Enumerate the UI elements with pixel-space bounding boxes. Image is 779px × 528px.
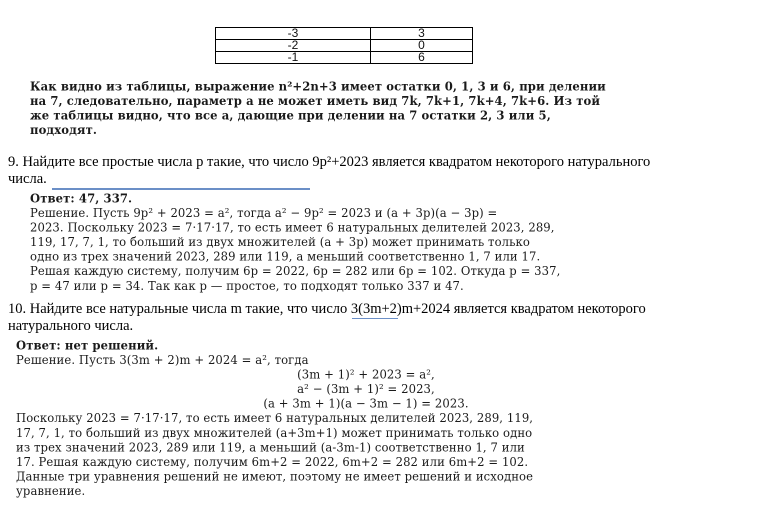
table-cell-a: -3 xyxy=(216,28,371,40)
table-row xyxy=(216,40,473,52)
table-cell-remainder: 0 xyxy=(370,40,472,52)
text-line: из трех значений 2023, 289 или 119, а меньший (a-3m-1) соответственно 1, 7 или xyxy=(16,439,525,455)
text-line: Как видно из таблицы, выражение n²+2n+3 имеет остатки 0, 1, 3 и 6, при делении xyxy=(30,79,606,94)
answer-line: Ответ: нет решений. xyxy=(16,338,159,353)
text-line: Решая каждую систему, получим 6p = 2022, 6p = 282 или 6p = 102. Откуда p = 337, xyxy=(30,263,561,279)
text-line: Решение. Пусть 3(3m + 2)m + 2024 = a², тогда xyxy=(16,352,309,368)
text-line: одно из трех значений 2023, 289 или 119, а меньший соответственно 1, 7 или 17. xyxy=(30,249,541,264)
text-line: 2023. Поскольку 2023 = 7·17·17, то есть имеет 6 натуральных делителей 2023, 289, xyxy=(30,220,555,235)
text-line: 10. Найдите все натуральные числа m такие, что число 3(3m+2)m+2024 является квадратом некоторого xyxy=(8,301,646,317)
highlight-underline xyxy=(52,188,310,190)
text-line: натурального числа. xyxy=(8,318,134,334)
table-conclusion-paragraph xyxy=(30,79,730,137)
equation-line: (a + 3m + 1)(a − 3m − 1) = 2023. xyxy=(263,396,469,411)
table-cell-a: -2 xyxy=(216,40,371,52)
text-line: на 7, следовательно, параметр a не может иметь вид 7k, 7k+1, 7k+4, 7k+6. Из той xyxy=(30,93,601,109)
text-line: Решение. Пусть 9p² + 2023 = a², тогда a² − 9p² = 2023 и (a + 3p)(a − 3p) = xyxy=(30,205,498,221)
text-line: 17. Решая каждую систему, получим 6m+2 = 2022, 6m+2 = 282 или 6m+2 = 102. xyxy=(16,454,529,470)
task-9-solution xyxy=(30,191,750,293)
table-row xyxy=(216,52,473,64)
text-line: подходят. xyxy=(30,122,98,138)
text-line: Данные три уравнения решений не имеют, поэтому не имеет решений и исходное xyxy=(16,469,534,484)
table-row xyxy=(216,28,473,40)
text-line: Поскольку 2023 = 7·17·17, то есть имеет 6 натуральных делителей 2023, 289, 119, xyxy=(16,410,534,426)
text-line: 9. Найдите все простые числа p такие, что число 9p²+2023 является квадратом некоторого натурального xyxy=(8,154,651,170)
task-9-statement xyxy=(8,154,773,188)
text-line: 17, 7, 1, то больший из двух множителей (a+3m+1) может принимать только одно xyxy=(16,425,533,440)
task-10-solution xyxy=(16,338,716,498)
text-line: же таблицы видно, что все a, дающие при делении на 7 остатки 2, 3 или 5, xyxy=(30,108,551,123)
text-line: 119, 17, 7, 1, то больший из двух множителей (a + 3p) может принимать только xyxy=(30,234,530,250)
equation-line: a² − (3m + 1)² = 2023, xyxy=(297,381,435,397)
answer-line: Ответ: 47, 337. xyxy=(30,191,133,206)
equation-line: (3m + 1)² + 2023 = a², xyxy=(297,367,435,382)
table-cell-remainder: 6 xyxy=(370,52,472,64)
text-line: уравнение. xyxy=(16,483,86,499)
text-line: числа. xyxy=(8,171,47,187)
text-line: p = 47 или p = 34. Так как p — простое, то подходят только 337 и 47. xyxy=(30,278,464,293)
table-cell-a: -1 xyxy=(216,52,371,64)
table-cell-remainder: 3 xyxy=(370,28,472,40)
highlight-underline xyxy=(352,318,398,319)
remainder-table xyxy=(215,27,473,64)
